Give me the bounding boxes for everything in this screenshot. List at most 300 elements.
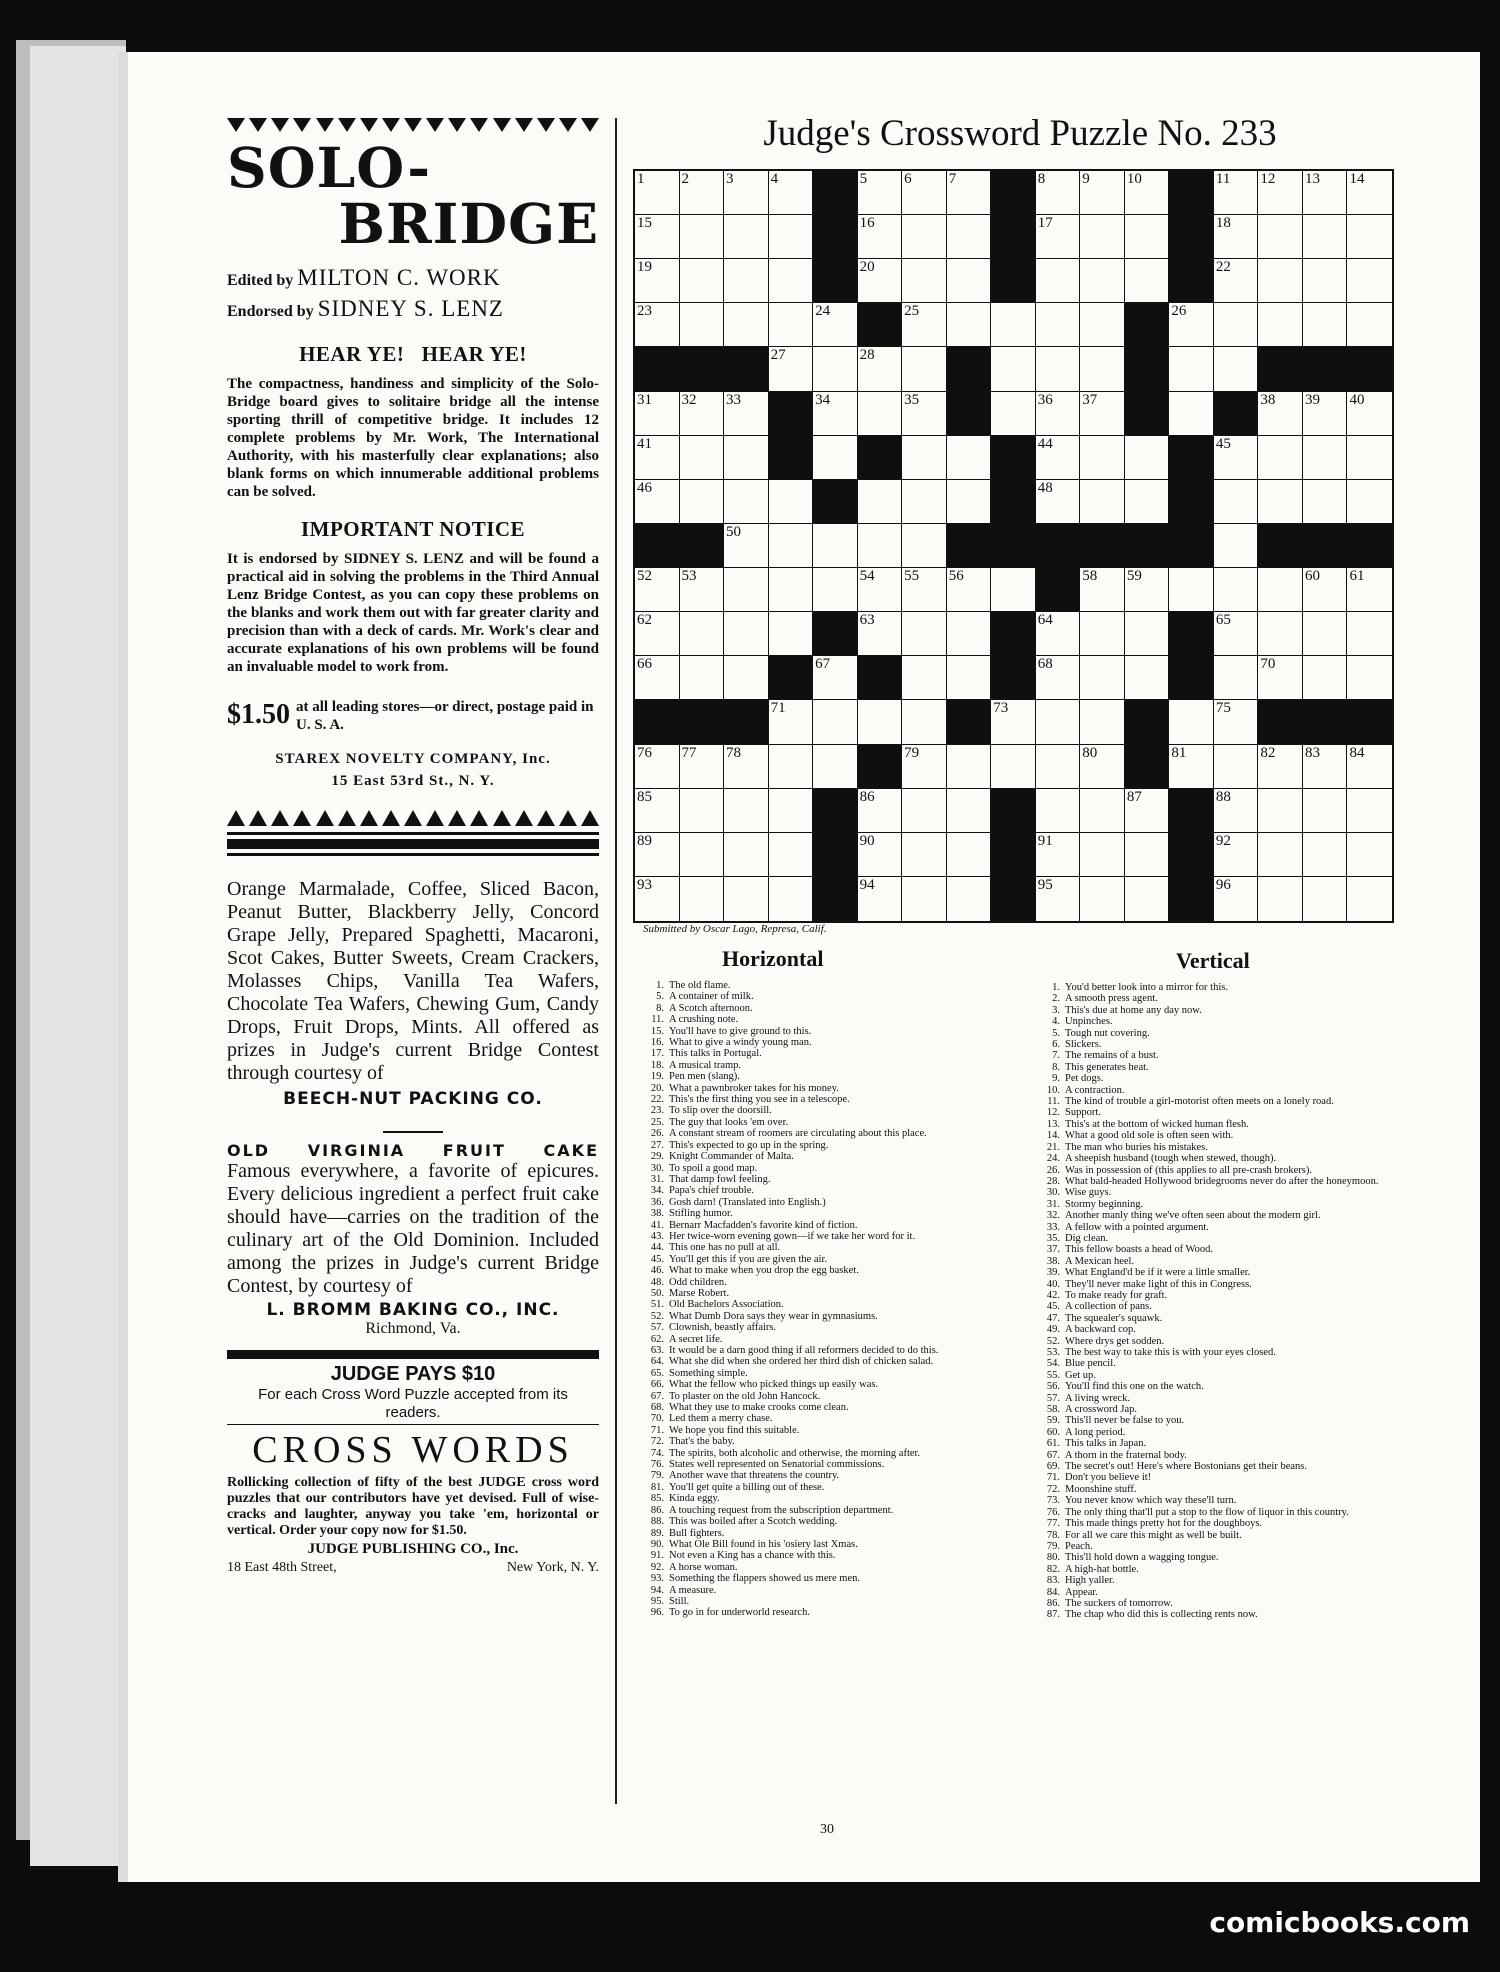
grid-cell[interactable] (1347, 303, 1392, 347)
grid-cell[interactable] (724, 480, 769, 524)
grid-cell[interactable] (991, 700, 1036, 744)
clue-number: 14. (1046, 1130, 1060, 1142)
grid-cell[interactable] (858, 392, 903, 436)
grid-cell[interactable] (769, 568, 814, 612)
grid-cell[interactable] (813, 745, 858, 789)
grid-cell[interactable] (858, 480, 903, 524)
grid-cell[interactable] (1080, 789, 1125, 833)
grid-cell[interactable] (1303, 877, 1348, 921)
grid-cell[interactable] (769, 480, 814, 524)
grid-cell[interactable] (635, 612, 680, 656)
grid-cell[interactable] (1347, 789, 1392, 833)
grid-cell[interactable] (947, 171, 992, 215)
grid-cell[interactable] (1080, 877, 1125, 921)
grid-cell[interactable] (1303, 480, 1348, 524)
grid-cell[interactable] (1258, 303, 1303, 347)
clue-number: 93. (650, 1573, 664, 1585)
grid-block (947, 700, 992, 744)
grid-cell[interactable] (1125, 480, 1170, 524)
book-page-edges-inner (30, 46, 126, 1866)
clue-number: 2. (1052, 993, 1060, 1005)
grid-cell[interactable] (902, 789, 947, 833)
grid-cell[interactable] (1258, 833, 1303, 877)
grid-cell[interactable] (1303, 568, 1348, 612)
cell-number: 64 (1037, 612, 1053, 629)
clue-text: What Dumb Dora says they wear in gymnasiums. (669, 1310, 878, 1322)
clue-text: The best way to take this is with your eyes closed. (1065, 1347, 1276, 1358)
grid-cell[interactable] (1080, 436, 1125, 480)
grid-cell[interactable] (947, 833, 992, 877)
grid-cell[interactable] (769, 524, 814, 568)
grid-block (1169, 524, 1214, 568)
grid-cell[interactable] (858, 568, 903, 612)
grid-cell[interactable] (724, 303, 769, 347)
grid-cell[interactable] (635, 877, 680, 921)
grid-cell[interactable] (1036, 833, 1081, 877)
grid-cell[interactable] (724, 215, 769, 259)
grid-cell[interactable] (1036, 745, 1081, 789)
grid-cell[interactable] (680, 568, 725, 612)
horizontal-clue (637, 1265, 1017, 1276)
grid-cell[interactable] (902, 215, 947, 259)
grid-cell[interactable] (769, 215, 814, 259)
vertical-clue (1033, 1358, 1413, 1369)
clue-number: 29. (650, 1151, 664, 1163)
grid-cell[interactable] (1080, 480, 1125, 524)
grid-cell[interactable] (1347, 215, 1392, 259)
grid-cell[interactable] (991, 392, 1036, 436)
grid-cell[interactable] (635, 480, 680, 524)
vertical-clue (1033, 1313, 1413, 1324)
grid-cell[interactable] (769, 612, 814, 656)
grid-cell[interactable] (858, 833, 903, 877)
clue-number: 21. (1046, 1141, 1060, 1153)
grid-cell[interactable] (902, 392, 947, 436)
grid-cell[interactable] (902, 524, 947, 568)
grid-cell[interactable] (1036, 303, 1081, 347)
grid-cell[interactable] (1036, 877, 1081, 921)
grid-cell[interactable] (1214, 789, 1259, 833)
grid-cell[interactable] (1214, 436, 1259, 480)
grid-cell[interactable] (1303, 171, 1348, 215)
grid-cell[interactable] (1258, 789, 1303, 833)
grid-cell[interactable] (947, 436, 992, 480)
grid-cell[interactable] (1125, 171, 1170, 215)
grid-cell[interactable] (1347, 833, 1392, 877)
grid-cell[interactable] (1258, 215, 1303, 259)
grid-cell[interactable] (858, 877, 903, 921)
horizontal-clue (637, 1379, 1017, 1390)
grid-cell[interactable] (1125, 612, 1170, 656)
grid-cell[interactable] (858, 700, 903, 744)
grid-cell[interactable] (858, 259, 903, 303)
grid-cell[interactable] (1080, 215, 1125, 259)
grid-cell[interactable] (1125, 568, 1170, 612)
grid-cell[interactable] (680, 171, 725, 215)
grid-cell[interactable] (1347, 612, 1392, 656)
clue-number: 49. (1046, 1324, 1060, 1336)
grid-cell[interactable] (1080, 347, 1125, 391)
grid-cell[interactable] (724, 612, 769, 656)
hear-ye-heading: HEAR YE! HEAR YE! (299, 342, 527, 366)
grid-cell[interactable] (947, 480, 992, 524)
grid-cell[interactable] (1347, 745, 1392, 789)
grid-cell[interactable] (769, 745, 814, 789)
grid-cell[interactable] (680, 833, 725, 877)
grid-cell[interactable] (1258, 568, 1303, 612)
horizontal-clue (637, 1288, 1017, 1299)
grid-cell[interactable] (1258, 436, 1303, 480)
grid-cell[interactable] (902, 877, 947, 921)
clue-text: Support. (1065, 1107, 1101, 1119)
grid-cell[interactable] (991, 347, 1036, 391)
grid-cell[interactable] (1214, 480, 1259, 524)
clue-text: This's due at home any day now. (1065, 1004, 1202, 1016)
cell-number: 86 (859, 788, 875, 805)
grid-cell[interactable] (902, 745, 947, 789)
grid-cell[interactable] (1214, 171, 1259, 215)
grid-cell[interactable] (1258, 877, 1303, 921)
grid-cell[interactable] (724, 392, 769, 436)
grid-cell[interactable] (1258, 392, 1303, 436)
grid-cell[interactable] (1214, 524, 1259, 568)
grid-cell[interactable] (1125, 656, 1170, 700)
grid-cell[interactable] (1036, 612, 1081, 656)
horizontal-clue (637, 1163, 1017, 1174)
grid-cell[interactable] (724, 436, 769, 480)
horizontal-clue (637, 1356, 1017, 1367)
grid-cell[interactable] (1036, 392, 1081, 436)
clue-number: 45. (650, 1253, 664, 1265)
grid-cell[interactable] (635, 568, 680, 612)
grid-cell[interactable] (1169, 392, 1214, 436)
grid-block (1169, 612, 1214, 656)
grid-cell[interactable] (947, 745, 992, 789)
grid-cell[interactable] (1080, 833, 1125, 877)
grid-cell[interactable] (902, 656, 947, 700)
grid-cell[interactable] (1125, 789, 1170, 833)
clue-number: 72. (1046, 1483, 1060, 1495)
grid-cell[interactable] (1303, 392, 1348, 436)
grid-cell[interactable] (858, 215, 903, 259)
grid-cell[interactable] (1347, 436, 1392, 480)
grid-cell[interactable] (813, 303, 858, 347)
grid-cell[interactable] (635, 745, 680, 789)
grid-cell[interactable] (1347, 480, 1392, 524)
grid-cell[interactable] (858, 524, 903, 568)
grid-cell[interactable] (902, 833, 947, 877)
grid-cell[interactable] (858, 612, 903, 656)
grid-cell[interactable] (1303, 303, 1348, 347)
grid-cell[interactable] (1347, 877, 1392, 921)
clue-number: 64. (650, 1356, 664, 1368)
grid-cell[interactable] (1169, 568, 1214, 612)
grid-cell[interactable] (680, 877, 725, 921)
horizontal-clue (637, 1413, 1017, 1424)
grid-cell[interactable] (813, 347, 858, 391)
clue-text: The chap who did this is collecting rents now. (1065, 1609, 1258, 1621)
clue-text: This talks in Portugal. (669, 1048, 762, 1060)
grid-cell[interactable] (1036, 700, 1081, 744)
clue-text: High yaller. (1065, 1575, 1115, 1587)
grid-cell[interactable] (1125, 436, 1170, 480)
clue-text: Old Bachelors Association. (669, 1299, 784, 1311)
grid-cell[interactable] (1080, 568, 1125, 612)
grid-cell[interactable] (1036, 656, 1081, 700)
clue-text: Pen men (slang). (669, 1071, 740, 1083)
grid-block (680, 524, 725, 568)
horizontal-clue (637, 1003, 1017, 1014)
clue-number: 30. (650, 1162, 664, 1174)
company-address: 15 East 53rd St., N. Y. (331, 773, 495, 789)
grid-block (813, 877, 858, 921)
grid-cell[interactable] (635, 833, 680, 877)
grid-cell[interactable] (947, 303, 992, 347)
grid-cell[interactable] (635, 215, 680, 259)
grid-cell[interactable] (1214, 833, 1259, 877)
grid-cell[interactable] (635, 171, 680, 215)
cell-number: 45 (1215, 435, 1231, 452)
grid-cell[interactable] (680, 480, 725, 524)
grid-cell[interactable] (1303, 789, 1348, 833)
horizontal-clue (637, 1231, 1017, 1242)
cell-number: 68 (1037, 656, 1053, 673)
clue-number: 59. (1046, 1415, 1060, 1427)
clue-number: 60. (1046, 1426, 1060, 1438)
horizontal-clue (637, 1242, 1017, 1253)
grid-cell[interactable] (947, 612, 992, 656)
grid-cell[interactable] (813, 568, 858, 612)
grid-cell[interactable] (1125, 259, 1170, 303)
grid-cell[interactable] (724, 568, 769, 612)
vertical-clue (1033, 1370, 1413, 1381)
grid-cell[interactable] (635, 303, 680, 347)
grid-cell[interactable] (680, 215, 725, 259)
vertical-clue (1033, 1381, 1413, 1392)
grid-cell[interactable] (1347, 568, 1392, 612)
grid-cell[interactable] (813, 524, 858, 568)
grid-cell[interactable] (1080, 392, 1125, 436)
cell-number: 46 (637, 479, 652, 496)
grid-cell[interactable] (1347, 392, 1392, 436)
grid-cell[interactable] (1214, 347, 1259, 391)
clue-number: 19. (650, 1071, 664, 1083)
grid-cell[interactable] (1080, 745, 1125, 789)
grid-cell[interactable] (1303, 745, 1348, 789)
grid-cell[interactable] (1258, 480, 1303, 524)
grid-cell[interactable] (1036, 171, 1081, 215)
grid-cell[interactable] (724, 524, 769, 568)
grid-cell[interactable] (1036, 436, 1081, 480)
grid-cell[interactable] (902, 568, 947, 612)
grid-cell[interactable] (858, 171, 903, 215)
clue-text: Another manly thing we've often seen about the modern girl. (1065, 1210, 1321, 1222)
grid-cell[interactable] (947, 215, 992, 259)
cell-number: 76 (637, 744, 652, 761)
grid-cell[interactable] (1036, 789, 1081, 833)
grid-cell[interactable] (902, 480, 947, 524)
grid-cell[interactable] (1214, 700, 1259, 744)
clue-number: 42. (1046, 1289, 1060, 1301)
grid-cell[interactable] (680, 656, 725, 700)
grid-block (947, 524, 992, 568)
grid-cell[interactable] (902, 700, 947, 744)
cell-number: 10 (1126, 171, 1142, 187)
grid-cell[interactable] (813, 656, 858, 700)
grid-cell[interactable] (1036, 347, 1081, 391)
grid-cell[interactable] (1080, 700, 1125, 744)
grid-cell[interactable] (680, 612, 725, 656)
grid-cell[interactable] (1214, 612, 1259, 656)
grid-cell[interactable] (769, 700, 814, 744)
grid-cell[interactable] (1214, 877, 1259, 921)
grid-cell[interactable] (769, 789, 814, 833)
clue-number: 44. (650, 1242, 664, 1254)
grid-cell[interactable] (635, 392, 680, 436)
clue-text: The kind of trouble a girl-motorist often meets on a lonely road. (1065, 1096, 1334, 1108)
grid-cell[interactable] (1080, 303, 1125, 347)
grid-cell[interactable] (1214, 568, 1259, 612)
grid-cell[interactable] (1303, 656, 1348, 700)
grid-cell[interactable] (1080, 656, 1125, 700)
clue-text: You'll get quite a billing out of these. (669, 1481, 825, 1493)
grid-cell[interactable] (680, 303, 725, 347)
grid-cell[interactable] (1080, 259, 1125, 303)
grid-cell[interactable] (769, 259, 814, 303)
grid-cell[interactable] (1036, 259, 1081, 303)
grid-cell[interactable] (1303, 833, 1348, 877)
clue-text: Another wave that threatens the country. (669, 1470, 840, 1482)
grid-cell[interactable] (769, 171, 814, 215)
grid-cell[interactable] (902, 259, 947, 303)
grid-cell[interactable] (724, 745, 769, 789)
grid-cell[interactable] (947, 259, 992, 303)
grid-cell[interactable] (1125, 877, 1170, 921)
grid-cell[interactable] (947, 568, 992, 612)
grid-cell[interactable] (1258, 656, 1303, 700)
grid-cell[interactable] (947, 656, 992, 700)
grid-cell[interactable] (724, 259, 769, 303)
grid-cell[interactable] (991, 303, 1036, 347)
grid-cell[interactable] (1080, 171, 1125, 215)
grid-block (1125, 524, 1170, 568)
grid-cell[interactable] (680, 436, 725, 480)
clue-number: 31. (650, 1173, 664, 1185)
grid-cell[interactable] (769, 833, 814, 877)
grid-cell[interactable] (1303, 612, 1348, 656)
grid-cell[interactable] (1303, 259, 1348, 303)
horizontal-clue (637, 1368, 1017, 1379)
triangle-border-top (227, 118, 599, 132)
vertical-clue (1033, 1415, 1413, 1426)
grid-cell[interactable] (1214, 745, 1259, 789)
clue-number: 8. (1052, 1061, 1060, 1073)
grid-cell[interactable] (680, 745, 725, 789)
vertical-clue (1033, 1028, 1413, 1039)
grid-cell[interactable] (1258, 612, 1303, 656)
grid-cell[interactable] (1036, 480, 1081, 524)
grid-cell[interactable] (1214, 303, 1259, 347)
cell-number: 24 (815, 303, 831, 320)
grid-cell[interactable] (902, 436, 947, 480)
grid-cell[interactable] (1125, 833, 1170, 877)
grid-cell[interactable] (1347, 656, 1392, 700)
grid-cell[interactable] (724, 833, 769, 877)
grid-cell[interactable] (1169, 303, 1214, 347)
grid-cell[interactable] (947, 789, 992, 833)
cell-number: 22 (1215, 259, 1231, 276)
grid-cell[interactable] (769, 347, 814, 391)
clue-text: The suckers of tomorrow. (1065, 1597, 1173, 1609)
grid-cell[interactable] (635, 436, 680, 480)
grid-cell[interactable] (902, 347, 947, 391)
grid-cell[interactable] (1080, 612, 1125, 656)
grid-cell[interactable] (858, 789, 903, 833)
grid-cell[interactable] (1169, 700, 1214, 744)
grid-cell[interactable] (947, 877, 992, 921)
grid-cell[interactable] (1303, 436, 1348, 480)
grid-cell[interactable] (813, 700, 858, 744)
grid-block (1258, 347, 1303, 391)
grid-cell[interactable] (769, 877, 814, 921)
grid-cell[interactable] (680, 392, 725, 436)
grid-cell[interactable] (635, 789, 680, 833)
horizontal-clue (637, 1607, 1017, 1618)
clue-text: What bald-headed Hollywood bridegrooms never do after the honeymoon. (1065, 1175, 1379, 1187)
vertical-clue (1033, 1393, 1413, 1404)
grid-cell[interactable] (991, 745, 1036, 789)
grid-cell[interactable] (1214, 656, 1259, 700)
horizontal-clue (637, 1094, 1017, 1105)
grid-cell[interactable] (858, 347, 903, 391)
clue-number: 43. (650, 1230, 664, 1242)
grid-cell[interactable] (1258, 171, 1303, 215)
grid-cell[interactable] (1125, 215, 1170, 259)
grid-cell[interactable] (1214, 215, 1259, 259)
grid-cell[interactable] (724, 789, 769, 833)
clue-number: 32. (1046, 1210, 1060, 1222)
grid-cell[interactable] (1169, 347, 1214, 391)
grid-cell[interactable] (1258, 745, 1303, 789)
grid-cell[interactable] (680, 789, 725, 833)
grid-cell[interactable] (724, 171, 769, 215)
grid-cell[interactable] (1347, 171, 1392, 215)
grid-cell[interactable] (724, 877, 769, 921)
clue-number: 5. (1052, 1027, 1060, 1039)
grid-cell[interactable] (724, 656, 769, 700)
grid-cell[interactable] (1258, 259, 1303, 303)
grid-cell[interactable] (991, 568, 1036, 612)
grid-cell[interactable] (1347, 259, 1392, 303)
grid-cell[interactable] (902, 303, 947, 347)
grid-cell[interactable] (902, 171, 947, 215)
grid-cell[interactable] (769, 303, 814, 347)
grid-cell[interactable] (635, 259, 680, 303)
grid-cell[interactable] (1169, 745, 1214, 789)
clue-number: 1. (656, 980, 664, 991)
grid-cell[interactable] (902, 612, 947, 656)
grid-cell[interactable] (635, 656, 680, 700)
grid-cell[interactable] (1214, 259, 1259, 303)
grid-cell[interactable] (1303, 215, 1348, 259)
clue-text: Blue pencil. (1065, 1358, 1116, 1370)
grid-cell[interactable] (680, 259, 725, 303)
grid-cell[interactable] (813, 436, 858, 480)
grid-cell[interactable] (813, 392, 858, 436)
grid-cell[interactable] (1036, 215, 1081, 259)
clue-text: A backward cop. (1065, 1324, 1136, 1336)
horizontal-clue (637, 1562, 1017, 1573)
